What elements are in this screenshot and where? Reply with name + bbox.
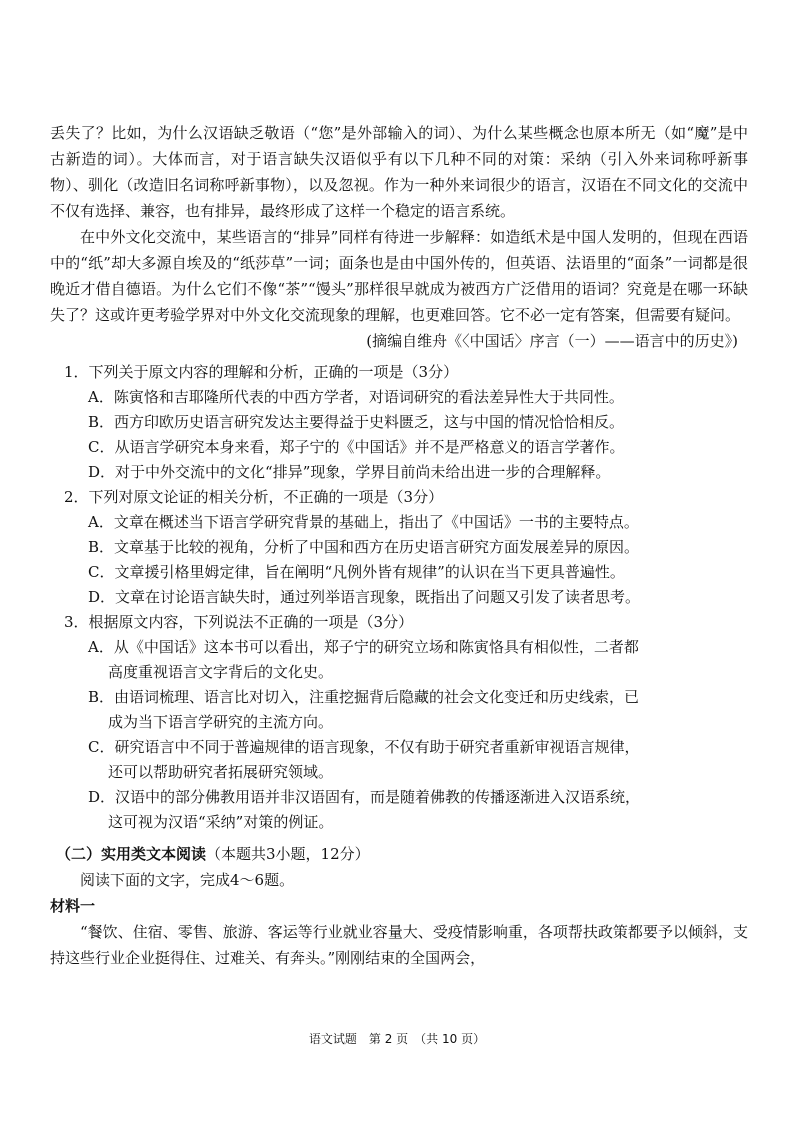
section-instruction: 阅读下面的文字，完成4～6题。 <box>80 871 295 889</box>
option-b: B．文章基于比较的视角，分析了中国和西方在历史语言研究方面发展差异的原因。 <box>88 538 640 556</box>
option-c-line-2: 还可以帮助研究者拓展研究领域。 <box>108 763 334 781</box>
option-a: A．文章在概述当下语言学研究背景的基础上，指出了《中国话》一书的主要特点。 <box>88 513 639 531</box>
passage-paragraph-1: 丢失了？比如，为什么汉语缺乏敬语（“您”是外部输入的词）、为什么某些概念也原本所无（如“魔”是中古新造的词）。大体而言，对于语言缺失汉语似乎有以下几种不同的对策：采纳（引入外来词称呼新事物）、驯化（改造旧名词称呼新事物），以及忽视。作为一种外来词很少的语言，汉语在不同文化的交流中不仅有选择、兼容，也有排异，最终形成了这样一个稳定的语言系统。 <box>50 124 748 220</box>
option-b-line-2: 成为当下语言学研究的主流方向。 <box>108 713 334 731</box>
page-footer: 语文试题 第 2 页 （共 10 页） <box>308 1032 486 1046</box>
option-a-line-1: A．从《中国话》这本书可以看出，郑子宁的研究立场和陈寅恪具有相似性，二者都 <box>88 638 639 656</box>
section-title: （二）实用类文本阅读 <box>56 845 207 863</box>
passage-source: (摘编自维舟《〈中国话〉序言（一）——语言中的历史》) <box>366 332 738 350</box>
option-d: D．对于中外交流中的文化“排异”现象，学界目前尚未给出进一步的合理解释。 <box>88 463 611 481</box>
option-c: C．文章援引格里姆定律，旨在阐明“凡例外皆有规律”的认识在当下更具普遍性。 <box>88 563 625 581</box>
option-d-line-1: D．汉语中的部分佛教用语并非汉语固有，而是随着佛教的传播逐渐进入汉语系统， <box>88 788 641 806</box>
section-heading <box>56 841 748 867</box>
question-2 <box>50 485 748 610</box>
option-a-line-2: 高度重视语言文字背后的文化史。 <box>108 663 334 681</box>
option-d: D．文章在讨论语言缺失时，通过列举语言现象，既指出了问题又引发了读者思考。 <box>88 588 641 606</box>
option-c-line-1: C．研究语言中不同于普遍规律的语言现象，不仅有助于研究者重新审视语言规律， <box>88 738 640 756</box>
material-label: 材料一 <box>50 897 96 915</box>
question-3 <box>50 610 748 835</box>
option-a: A．陈寅恪和吉耶隆所代表的中西方学者，对语词研究的看法差异性大于共同性。 <box>88 388 624 406</box>
question-stem: 2．下列对原文论证的相关分析，不正确的一项是（3分） <box>64 488 444 506</box>
question-stem: 1．下列关于原文内容的理解和分析，正确的一项是（3分） <box>64 363 459 381</box>
question-1 <box>50 360 748 485</box>
option-c: C．从语言学研究本身来看，郑子宁的《中国话》并不是严格意义的语言学著作。 <box>88 438 625 456</box>
section-meta: （本题共3小题，12分） <box>206 845 370 863</box>
question-stem: 3．根据原文内容，下列说法不正确的一项是（3分） <box>64 613 414 631</box>
option-b: B．西方印欧历史语言研究发达主要得益于史料匮乏，这与中国的情况恰恰相反。 <box>88 413 625 431</box>
material-text: “餐饮、住宿、零售、旅游、客运等行业就业容量大、受疫情影响重，各项帮扶政策都要予以倾斜，支持这些行业企业挺得住、过难关、有奔头。”刚刚结束的全国两会， <box>50 923 748 967</box>
option-d-line-2: 这可视为汉语“采纳”对策的例证。 <box>108 813 334 831</box>
passage-paragraph-2: 在中外文化交流中，某些语言的“排异”同样有待进一步解释：如造纸术是中国人发明的，但现在西语中的“纸”却大多源自埃及的“纸莎草”一词；面条也是由中国外传的，但英语、法语里的“面条”一词都是很晚近才借自德语。为什么它们不像“茶”“馒头”那样很早就成为被西方广泛借用的语词？究竟是在哪一环缺失了？这或许更考验学界对中外文化交流现象的理解，也更难回答。它不必一定有答案，但需要有疑问。 <box>50 228 748 324</box>
option-b-line-1: B．由语词梳理、语言比对切入，注重挖掘背后隐藏的社会文化变迁和历史线索，已 <box>88 688 640 706</box>
